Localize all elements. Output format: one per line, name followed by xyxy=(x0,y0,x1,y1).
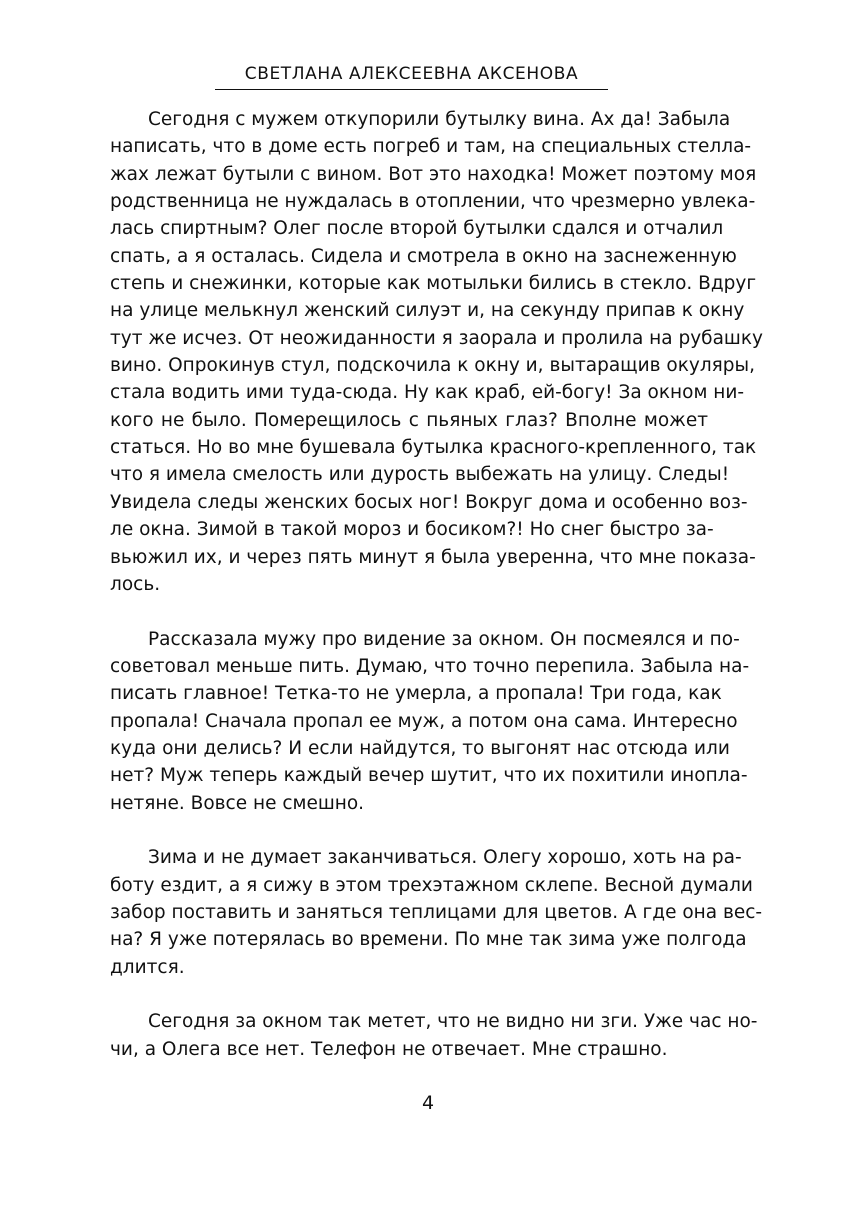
text-line: написать, что в доме есть погреб и там, на специальных стелла- xyxy=(110,136,752,158)
text-line: на? Я уже потерялась во времени. По мне так зима уже полгода xyxy=(110,929,747,951)
text-line: родственница не нуждалась в отоплении, что чрезмерно увлека- xyxy=(110,191,756,213)
running-header: СВЕТЛАНА АЛЕКСЕЕВНА АКСЕНОВА xyxy=(215,64,608,90)
body-text xyxy=(110,106,763,1090)
text-line: нет? Муж теперь каждый вечер шутит, что их похитили инопла- xyxy=(110,765,748,787)
text-line: Сегодня с мужем откупорили бутылку вина. Ах да! Забыла xyxy=(148,109,731,130)
text-line: куда они делись? И если найдутся, то выгонят нас отсюда или xyxy=(110,737,730,759)
text-line: Сегодня за окном так метет, что не видно ни зги. Уже час но- xyxy=(148,1011,758,1033)
text-line: жах лежат бутыли с вином. Вот это находка! Может поэтому моя xyxy=(110,163,757,185)
text-line: забор поставить и заняться теплицами для цветов. А где она вес- xyxy=(110,901,763,923)
paragraph xyxy=(110,844,763,981)
text-line: статься. Но во мне бушевала бутылка красного-крепленного, так xyxy=(110,437,757,459)
text-line: советовал меньше пить. Думаю, что точно перепила. Забыла на- xyxy=(110,655,750,677)
text-line: что я имела смелость или дурость выбежать на улицу. Следы! xyxy=(110,464,730,486)
text-line: боту ездит, а я сижу в этом трехэтажном склепе. Весной думали xyxy=(110,874,753,896)
text-line: стала водить ими туда-сюда. Ну как краб, ей-богу! За окном ни- xyxy=(110,382,745,404)
text-line: тут же исчез. От неожиданности я заорала и пролила на рубашку xyxy=(110,327,763,349)
page-number: 4 xyxy=(421,1092,435,1114)
text-line: нетяне. Вовсе не смешно. xyxy=(110,792,365,814)
paragraph xyxy=(110,626,750,817)
text-line: степь и снежинки, которые как мотыльки бились в стекло. Вдруг xyxy=(110,273,757,295)
text-line: чи, а Олега все нет. Телефон не отвечает. Мне страшно. xyxy=(110,1038,668,1060)
text-line: лась спиртным? Олег после второй бутылки сдался и отчалил xyxy=(110,218,724,240)
paragraph xyxy=(110,106,763,598)
text-line: Рассказала мужу про видение за окном. Он посмеялся и по- xyxy=(148,628,740,650)
text-line: писать главное! Тетка-то не умерла, а пропала! Три года, как xyxy=(110,683,722,705)
text-line: длится. xyxy=(110,956,185,978)
text-line: вино. Опрокинув стул, подскочила к окну и, вытаращив окуляры, xyxy=(110,355,756,377)
paragraph xyxy=(110,1008,758,1063)
text-line: Увидела следы женских босых ног! Вокруг дома и особенно воз- xyxy=(110,491,748,513)
text-line: пропала! Сначала пропал ее муж, а потом она сама. Интересно xyxy=(110,710,738,732)
text-line: лось. xyxy=(110,573,161,595)
text-line: спать, а я осталась. Сидела и смотрела в окно на заснеженную xyxy=(110,245,737,267)
text-line: вьюжил их, и через пять минут я была уверенна, что мне показа- xyxy=(110,546,756,568)
text-line: на улице мелькнул женский силуэт и, на секунду припав к окну xyxy=(110,300,745,322)
text-line: ле окна. Зимой в такой мороз и босиком?! Но снег быстро за- xyxy=(110,519,714,541)
text-line: Зима и не думает заканчиваться. Олегу хорошо, хоть на ра- xyxy=(148,847,742,869)
text-line: кого не было. Померещилось с пьяных глаз? Вполне может xyxy=(110,409,708,431)
